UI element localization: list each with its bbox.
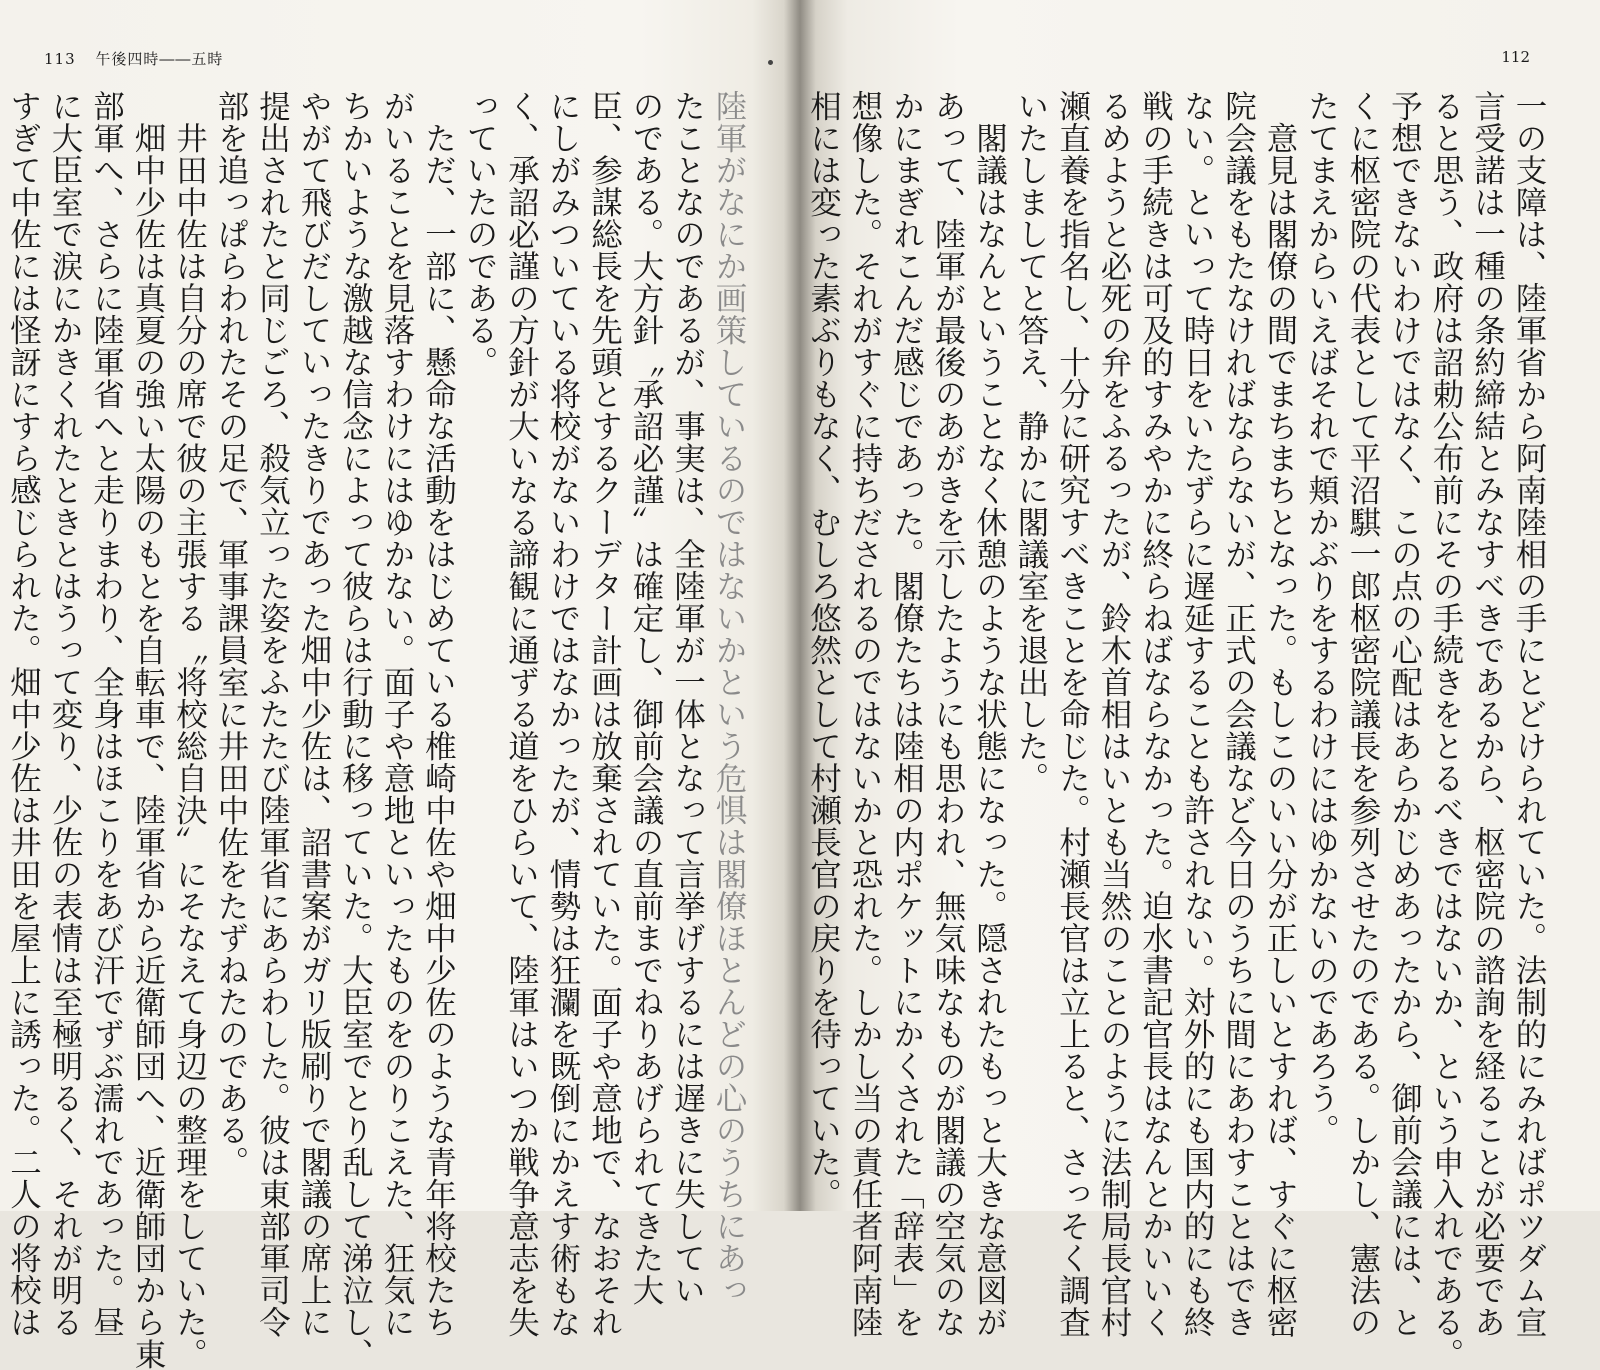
text-column: 提出されたと同じごろ、殺気立った姿をふたたび陸軍省にあらわした。彼は東部軍司令 (254, 90, 291, 1338)
text-column: たてまえからいえばそれで頬かぶりをするわけにはゆかないのであろう。 (1303, 90, 1340, 1146)
text-column: いたしましてと答え、静かに閣議室を退出した。 (1013, 90, 1049, 794)
text-column: 相には変った素ぶりもなく、むしろ悠然として村瀬長官の戻りを待っていた。 (805, 90, 842, 1210)
text-column: 瀬直養を指名し、十分に研究すべきことを命じた。村瀬長官は立上ると、さっそく調査 (1054, 90, 1091, 1338)
text-column: ない。といって時日をいたずらに遅延することも許されない。対外的にも国内的にも終 (1179, 90, 1215, 1338)
right-page (805, 0, 1600, 1370)
text-column: すぎて中佐には怪訝にすら感じられた。畑中少佐は井田を屋上に誘った。二人の将校は (5, 90, 42, 1338)
text-column: 井田中佐は自分の席で彼の主張する〝将校総自決〟にそなえて身辺の整理をしていた。 (171, 90, 208, 1370)
text-column: 戦の手続きは可及的すみやかに終らねばならなかった。迫水書記官長はなんとかいいく (1137, 90, 1174, 1338)
text-column: 言受諾は一種の条約締結とみなすべきであるから、枢密院の諮詢を経ることが必要であ (1469, 90, 1506, 1338)
text-column: にしがみついている将校がないわけではなかったが、情勢は狂瀾を既倒にかえす術もな (545, 90, 581, 1338)
right-text-block (805, 90, 1547, 1370)
text-column: 畑中少佐は真夏の強い太陽のもとを自転車で、陸軍省から近衛師団へ、近衛師団から東 (130, 90, 166, 1370)
text-column: ると思う、政府は詔勅公布前にその手続きをとるべきではないか、という申入れである。 (1428, 90, 1464, 1370)
text-column: ただ、一部に、懸命な活動をはじめている椎崎中佐や畑中少佐のような青年将校たち (420, 90, 457, 1338)
text-column: たことなのであるが、事実は、全陸軍が一体となって言挙げするには遅きに失してい (669, 90, 706, 1306)
text-column: 院会議をもたなければならないが、正式の会議など今日のうちに間にあわすことはでき (1220, 90, 1257, 1338)
running-head (44, 48, 223, 69)
text-column: 部を追っぱらわれたその足で、軍事課員室に井田中佐をたずねたのである。 (213, 90, 249, 1178)
text-column: く、承詔必謹の方針が大いなる諦観に通ずる道をひらいて、陸軍はいつか戦争意志を失 (503, 90, 540, 1338)
text-column: るめようと必死の弁をふるったが、鈴木首相はいとも当然のことのように法制局長官村 (1096, 90, 1132, 1338)
left-text-block (5, 90, 747, 1370)
text-column: っていたのである。 (462, 90, 498, 378)
text-column-faded: 陸軍がなにか画策しているのではないかという危惧は閣僚ほとんどの心のうちにあっ (711, 90, 747, 1306)
text-column: に大臣室で涙にかきくれたときとはうって変り、少佐の表情は至極明るく、それが明る (47, 90, 83, 1338)
text-column: くに枢密院の代表として平沼騏一郎枢密院議長を参列させたのである。しかし、憲法の (1345, 90, 1381, 1338)
text-column: かにまぎれこんだ感じであった。閣僚たちは陸相の内ポケットにかくされた「辞表」を (888, 90, 925, 1338)
text-column: あって、陸軍が最後のあがきを示したようにも思われ、無気味なものが閣議の空気のな (930, 90, 966, 1338)
text-column: やがて飛びだしていったきりであった畑中少佐は、詔書案がガリ版刷りで閣議の席上に (296, 90, 332, 1338)
left-page (0, 0, 790, 1370)
text-column: ちかいような激越な信念によって彼らは行動に移っていた。大臣室でとり乱して涕泣し、 (337, 90, 374, 1370)
text-column: 部軍へ、さらに陸軍省へと走りまわり、全身はほこりをあび汗でずぶ濡れであった。昼 (88, 90, 125, 1338)
text-column: 意見は閣僚の間でまちまちとなった。もしこのいい分が正しいとすれば、すぐに枢密 (1262, 90, 1298, 1338)
page-number-left: 113 (44, 50, 76, 68)
text-column: がいることを見落すわけにはゆかない。面子や意地といったものをのりこえた、狂気に (379, 90, 415, 1338)
page-number-right: 112 (1501, 48, 1530, 66)
text-column: 予想できないわけではなく、この点の心配はあらかじめあったから、御前会議には、と (1386, 90, 1423, 1338)
running-title: 午後四時――五時 (95, 50, 224, 68)
text-column: 想像した。それがすぐに持ちだされるのではないかと恐れた。しかし当の責任者阿南陸 (847, 90, 883, 1338)
text-column: 臣、参謀総長を先頭とするクーデター計画は放棄されていた。面子や意地で、なおそれ (586, 90, 623, 1338)
text-column: のである。大方針〝承詔必謹〟は確定し、御前会議の直前までねりあげられてきた大 (628, 90, 664, 1306)
text-column: 閣議はなんということなく休憩のような状態になった。隠されたもっと大きな意図が (971, 90, 1008, 1338)
text-column: 一の支障は、陸軍省から阿南陸相の手にとどけられていた。法制的にみればポツダム宣 (1511, 90, 1547, 1338)
